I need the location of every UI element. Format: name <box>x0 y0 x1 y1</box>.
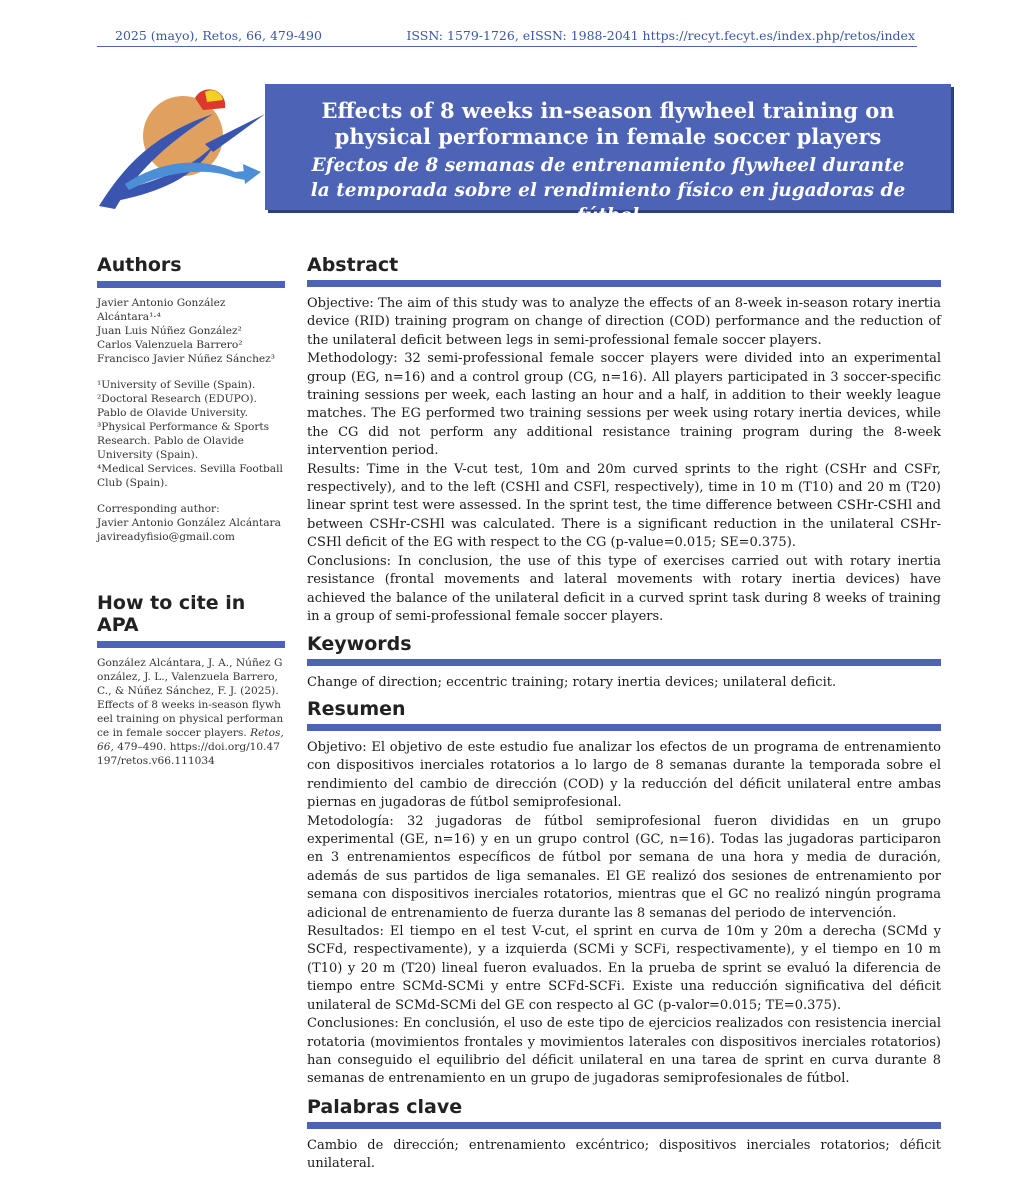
resumen-metodologia: Metodología: 32 jugadoras de fútbol semiprofesional fueron divididas en un grupo experimental (GE, n=16) y en un grupo control (GC, n=16). Todas las jugadoras participaron en 3 entrenamientos específicos de fútbol por semana de una hora y media de duración, además de sus partidos de liga semanales. El GE realizó dos sesiones de entrenamiento por semana con dispositivos inerciales rotatorios, mientras que el GC no realizó ningún programa adicional de entrenamiento de fuerza durante las 8 semanas del periodo de intervención. <box>307 813 941 921</box>
authors-heading: Authors <box>97 254 182 276</box>
keywords-text: Change of direction; eccentric training; rotary inertia devices; unilateral deficit. <box>307 675 837 690</box>
journal-logo <box>95 84 270 214</box>
author-name: Javier Antonio González Alcántara¹·⁴ <box>97 297 226 323</box>
affiliation: ⁴Medical Services. Sevilla Football Club (Spain). <box>97 463 283 489</box>
author-name: Juan Luis Núñez González² <box>97 325 242 337</box>
keywords-heading: Keywords <box>307 633 412 655</box>
palabras-clave-heading: Palabras clave <box>307 1096 463 1118</box>
cite-authors-title: González Alcántara, J. A., Núñez González, J. L., Valenzuela Barrero, C., & Núñez Sánchez, F. J. (2025). Effects of 8 weeks in-season flywheel training on physical performance in female soccer players. <box>97 657 284 739</box>
authors-section <box>97 254 285 544</box>
running-head <box>97 26 917 47</box>
abstract-body <box>307 295 941 626</box>
keywords-section <box>307 633 941 692</box>
author-name: Carlos Valenzuela Barrero² <box>97 339 243 351</box>
corresponding-name: Javier Antonio González Alcántara <box>97 517 281 529</box>
affiliation: ²Doctoral Research (EDUPO). Pablo de Olavide University. <box>97 393 257 419</box>
palabras-clave-text: Cambio de dirección; entrenamiento excéntrico; dispositivos inerciales rotatorios; déficit unilateral. <box>307 1138 941 1172</box>
resumen-section <box>307 698 941 1089</box>
cite-journal: Retos, 66, <box>97 727 284 753</box>
palabras-clave-divider <box>307 1122 941 1129</box>
title-spanish: Efectos de 8 semanas de entrenamiento flywheel durante la temporada sobre el rendimiento físico en jugadoras de fútbol <box>310 155 906 226</box>
resumen-objetivo: Objetivo: El objetivo de este estudio fue analizar los efectos de un programa de entrenamiento con dispositivos inerciales rotatorios a lo largo de 8 semanas durante la temporada sobre el rendimiento del cambio de dirección (COD) y la reducción del déficit unilateral entre ambas piernas en jugadoras de fútbol semiprofesional. <box>307 740 941 811</box>
abstract-results: Results: Time in the V-cut test, 10m and 20m curved sprints to the right (CSHr and CSFr, respectively), and to the left (CSHl and CSFl, respectively), time in 10 m (T10) and 20 m (T20) linear sprint test were assessed. In the sprint test, the time difference between CSHr-CSHl and between CSHr-CSHl was calculated. There is a significant reduction in the unilateral CSHr-CSHl deficit of the EG with respect to the CG (p-value=0.015; SE=0.375). <box>307 461 941 551</box>
authors-divider <box>97 281 285 288</box>
corresponding-label: Corresponding author: <box>97 503 220 515</box>
abstract-heading: Abstract <box>307 254 399 276</box>
issn-url[interactable]: ISSN: 1579-1726, eISSN: 1988-2041 https://recyt.fecyt.es/index.php/retos/index <box>406 28 915 43</box>
cite-heading: How to cite in APA <box>97 592 246 636</box>
cite-pages-doi[interactable]: 479–490. https://doi.org/10.47197/retos.v66.111034 <box>97 741 281 767</box>
abstract-conclusions: Conclusions: In conclusion, the use of this type of exercises carried out with rotary inertia resistance (frontal movements and lateral movements with rotary inertia devices) have achieved the balance of the unilateral deficit in a curved sprint task during 8 weeks of training in a group of semi-professional female soccer players. <box>307 553 941 624</box>
resumen-divider <box>307 724 941 731</box>
abstract-methodology: Methodology: 32 semi-professional female soccer players were divided into an experimental group (EG, n=16) and a control group (CG, n=16). All players participated in 3 soccer-specific training sessions per week, each lasting an hour and a half, in addition to their weekly league matches. The EG performed two training sessions per week using rotary inertia devices, while the CG did not perform any additional resistance training program during the 8-week intervention period. <box>307 351 941 459</box>
resumen-heading: Resumen <box>307 698 406 720</box>
keywords-divider <box>307 659 941 666</box>
palabras-clave-section <box>307 1096 941 1174</box>
authors-list <box>97 296 285 544</box>
title-banner <box>265 84 951 226</box>
title-english: Effects of 8 weeks in-season flywheel training on physical performance in female soccer players <box>321 98 895 149</box>
abstract-objective: Objective: The aim of this study was to analyze the effects of an 8-week in-season rotary inertia device (RID) training program on change of direction (COD) performance and the reduction of the unilateral deficit between legs in semi-professional female soccer players. <box>307 296 941 348</box>
affiliation: ¹University of Seville (Spain). <box>97 379 256 391</box>
journal-issue: 2025 (mayo), Retos, 66, 479-490 <box>115 28 322 43</box>
abstract-section <box>307 254 941 626</box>
cite-section <box>97 592 285 768</box>
corresponding-email[interactable]: javireadyfisio@gmail.com <box>97 531 235 543</box>
abstract-divider <box>307 280 941 287</box>
cite-text <box>97 656 285 768</box>
resumen-resultados: Resultados: El tiempo en el test V-cut, el sprint en curva de 10m y 20m a derecha (SCMd y SCFd, respectivamente), y a izquierda (SCMi y SCFi, respectivamente), y el tiempo en 10 m (T10) y 20 m (T20) lineal fueron evaluados. En la prueba de sprint se evaluó la diferencia de tiempo entre SCMd-SCMi y entre SCFd-SCFi. Existe una reducción significativa del déficit unilateral de SCMd-SCMi del GE con respecto al GC (p-valor=0.015; TE=0.375). <box>307 924 941 1013</box>
resumen-conclusiones: Conclusiones: En conclusión, el uso de este tipo de ejercicios realizados con resistencia inercial rotatoria (movimientos frontales y movimientos laterales con dispositivos inerciales rotatorios) han conseguido el equilibrio del déficit unilateral en una tarea de sprint en curva durante 8 semanas de entrenamiento en un grupo de jugadoras semiprofesionales de fútbol. <box>307 1016 941 1087</box>
cite-divider <box>97 641 285 648</box>
author-name: Francisco Javier Núñez Sánchez³ <box>97 353 276 365</box>
affiliation: ³Physical Performance & Sports Research. Pablo de Olavide University (Spain). <box>97 421 270 461</box>
resumen-body <box>307 739 941 1089</box>
